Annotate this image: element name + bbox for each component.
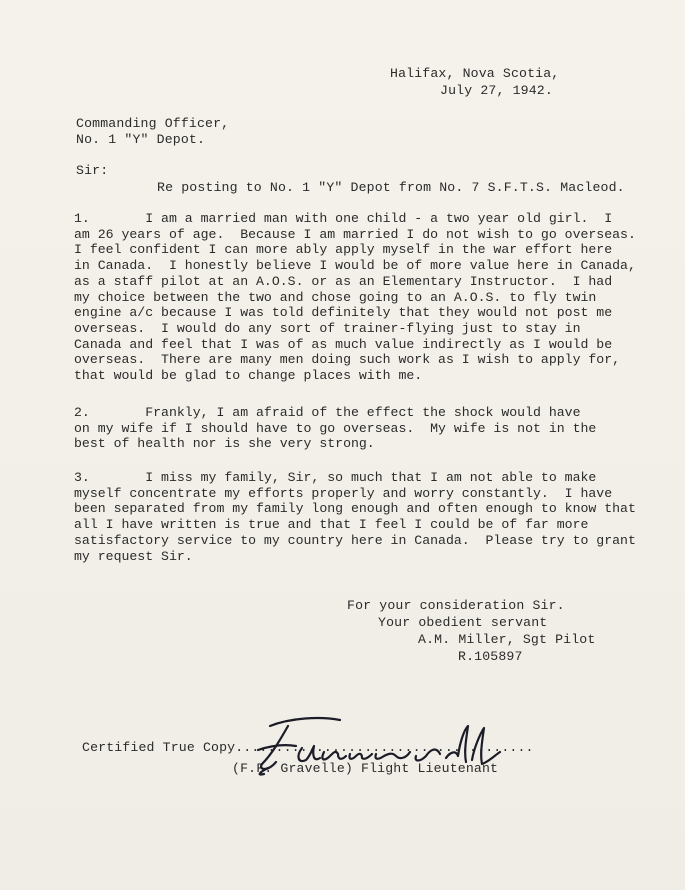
handwritten-signature [250, 712, 550, 782]
closing-line-1: For your consideration Sir. [347, 598, 565, 613]
paragraph-line: on my wife if I should have to go overseas. My wife is not in the [74, 420, 597, 436]
paragraph-line: engine a/c because I was told definitely that they would not post me [74, 305, 613, 321]
paragraph-2 [74, 405, 654, 452]
paragraph-line: all I have written is true and that I feel I could be of far more [74, 517, 589, 533]
certified-true-copy: Certified True Copy..................................... [82, 740, 534, 755]
paragraph-line: 3. I miss my family, Sir, so much that I am not able to make [74, 470, 597, 485]
paragraph-line: as a staff pilot at an A.O.S. or as an Elementary Instructor. I had [74, 273, 613, 289]
paragraph-line: my request Sir. [74, 548, 193, 564]
paragraph-line: overseas. There are many men doing such work as I wish to apply for, [74, 352, 621, 368]
paragraph-line: 1. I am a married man with one child - a two year old girl. I [74, 211, 613, 226]
paragraph-line: that would be glad to change places with me. [74, 368, 423, 384]
paragraph-line: overseas. I would do any sort of trainer-flying just to stay in [74, 320, 581, 336]
paragraph-line: Canada and feel that I was of as much value indirectly as I would be [74, 336, 613, 352]
paragraph-line: 2. Frankly, I am afraid of the effect the shock would have [74, 405, 581, 420]
subject-line: Re posting to No. 1 "Y" Depot from No. 7 S.F.T.S. Macleod. [157, 180, 625, 195]
paragraph-line: myself concentrate my efforts properly and worry constantly. I have [74, 485, 613, 501]
paragraph-1 [74, 211, 654, 384]
service-number: R.105897 [458, 649, 523, 664]
recipient-unit: No. 1 "Y" Depot. [76, 132, 206, 147]
paragraph-line: best of health nor is she very strong. [74, 436, 375, 452]
letter-date: July 27, 1942. [440, 83, 553, 98]
paragraph-line: I feel confident I can more ably apply myself in the war effort here [74, 242, 613, 258]
paragraph-3 [74, 470, 654, 564]
paragraph-line: been separated from my family long enough and often enough to know that [74, 501, 636, 517]
closing-signature-name: A.M. Miller, Sgt Pilot [418, 632, 596, 647]
closing-line-2: Your obedient servant [378, 615, 548, 630]
paragraph-line: my choice between the two and chose going to an A.O.S. to fly twin [74, 289, 597, 305]
paragraph-line: in Canada. I honestly believe I would be of more value here in Canada, [74, 258, 636, 274]
paragraph-line: am 26 years of age. Because I am married I do not wish to go overseas. [74, 226, 636, 242]
recipient-title: Commanding Officer, [76, 116, 230, 131]
certifier-name: (F.F. Gravelle) Flight Lieutenant [232, 761, 499, 776]
sender-place: Halifax, Nova Scotia, [390, 66, 560, 81]
salutation: Sir: [76, 163, 109, 178]
paragraph-line: satisfactory service to my country here in Canada. Please try to grant [74, 532, 636, 548]
